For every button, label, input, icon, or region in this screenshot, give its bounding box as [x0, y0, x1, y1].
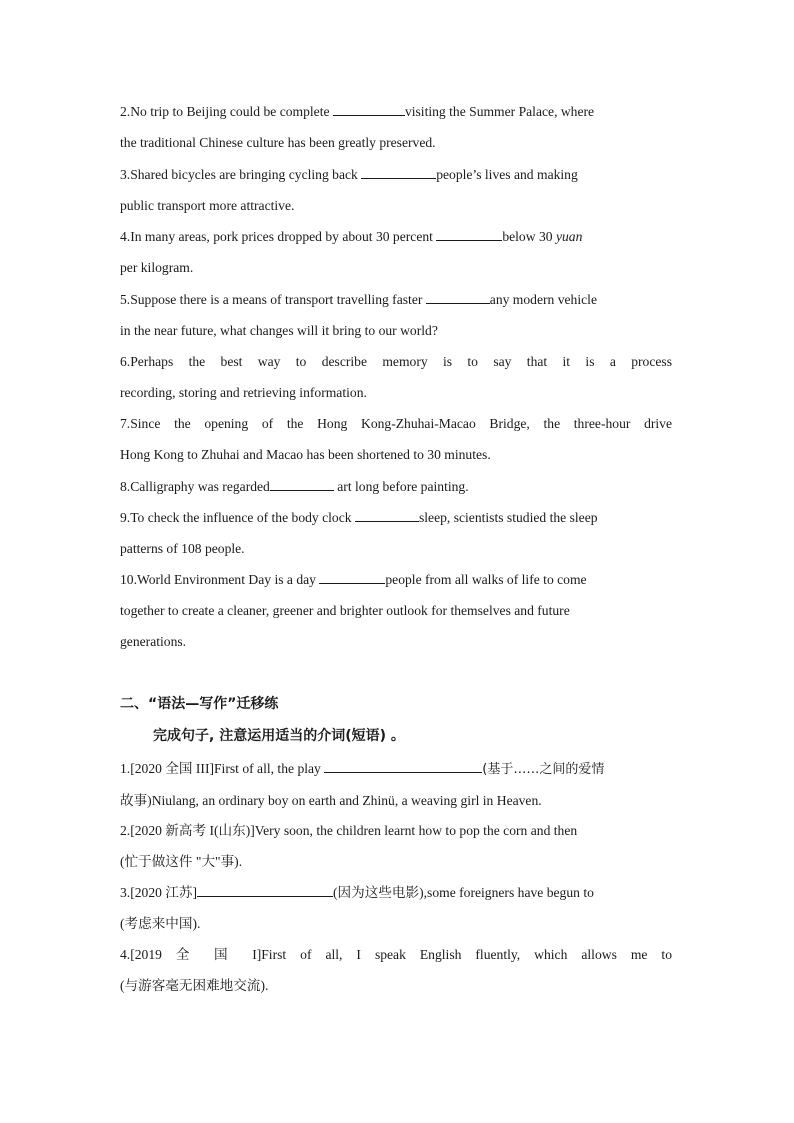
- answer-blank[interactable]: [355, 507, 419, 522]
- question-3-line-1: 3.Shared bicycles are bringing cycling back people’s lives and making: [120, 159, 672, 190]
- question-4-line-2: per kilogram.: [120, 260, 194, 275]
- question-7-line-1: 7.Since the opening of the Hong Kong-Zhuhai-Macao Bridge, the three-hour drive: [120, 416, 672, 431]
- question-6: [120, 346, 672, 408]
- question-9-line-1: 9.To check the influence of the body clock sleep, scientists studied the sleep: [120, 502, 672, 533]
- question-5-line-2: in the near future, what changes will it bring to our world?: [120, 323, 438, 338]
- writing-2: [120, 815, 672, 877]
- question-4: [120, 221, 672, 283]
- question-6-line-2: recording, storing and retrieving information.: [120, 385, 367, 400]
- section-instruction: 完成句子, 注意运用适当的介词(短语) 。: [153, 728, 405, 744]
- question-2-line-1: 2.No trip to Beijing could be complete visiting the Summer Palace, where: [120, 96, 672, 127]
- writing-2-line-1: 2.[2020 新高考 I(山东)]Very soon, the children learnt how to pop the corn and then: [120, 823, 578, 838]
- writing-1-line-2: 故事)Niulang, an ordinary boy on earth and Zhinü, a weaving girl in Heaven.: [120, 793, 542, 808]
- writing-1: [120, 753, 672, 816]
- question-10-line-2: together to create a cleaner, greener and brighter outlook for themselves and future: [120, 603, 570, 618]
- question-10: [120, 564, 672, 657]
- writing-3: [120, 877, 672, 939]
- answer-blank[interactable]: [436, 226, 502, 241]
- answer-blank[interactable]: [333, 101, 405, 116]
- question-10-line-1: 10.World Environment Day is a day people from all walks of life to come: [120, 564, 672, 595]
- answer-blank[interactable]: [197, 882, 333, 897]
- writing-4-line-2: (与游客毫无困难地交流).: [120, 978, 269, 993]
- question-5-line-1: 5.Suppose there is a means of transport travelling faster any modern vehicle: [120, 284, 672, 315]
- question-10-line-3: generations.: [120, 634, 187, 649]
- question-2-line-2: the traditional Chinese culture has been greatly preserved.: [120, 135, 436, 150]
- question-8: [120, 471, 672, 502]
- writing-1-line-1: 1.[2020 全国 III]First of all, the play (基于……之间的爱情: [120, 753, 672, 785]
- answer-blank[interactable]: [324, 758, 482, 773]
- question-9-line-2: patterns of 108 people.: [120, 541, 245, 556]
- question-8-line-1: 8.Calligraphy was regarded art long before painting.: [120, 471, 672, 502]
- question-2: [120, 96, 672, 158]
- question-9: [120, 502, 672, 564]
- writing-4: [120, 939, 672, 1001]
- writing-2-line-2: (忙于做这件 "大"事).: [120, 854, 243, 869]
- answer-blank[interactable]: [426, 289, 490, 304]
- section-title: 二、“语法—写作”迁移练: [120, 696, 279, 712]
- writing-4-line-1: 4.[2019 全 国 I]First of all, I speak English fluently, which allows me to: [120, 947, 672, 962]
- question-5: [120, 284, 672, 346]
- answer-blank[interactable]: [361, 164, 436, 179]
- question-7-line-2: Hong Kong to Zhuhai and Macao has been shortened to 30 minutes.: [120, 447, 491, 462]
- question-6-line-1: 6.Perhaps the best way to describe memory is to say that it is a process: [120, 354, 672, 369]
- writing-3-line-1: 3.[2020 江苏] (因为这些电影),some foreigners have begun to: [120, 877, 672, 908]
- question-7: [120, 408, 672, 470]
- question-4-line-1: 4.In many areas, pork prices dropped by about 30 percent below 30 yuan: [120, 221, 672, 252]
- answer-blank[interactable]: [270, 476, 334, 491]
- question-3-line-2: public transport more attractive.: [120, 198, 295, 213]
- writing-3-line-2: (考虑来中国).: [120, 916, 201, 931]
- answer-blank[interactable]: [319, 569, 385, 584]
- question-3: [120, 159, 672, 221]
